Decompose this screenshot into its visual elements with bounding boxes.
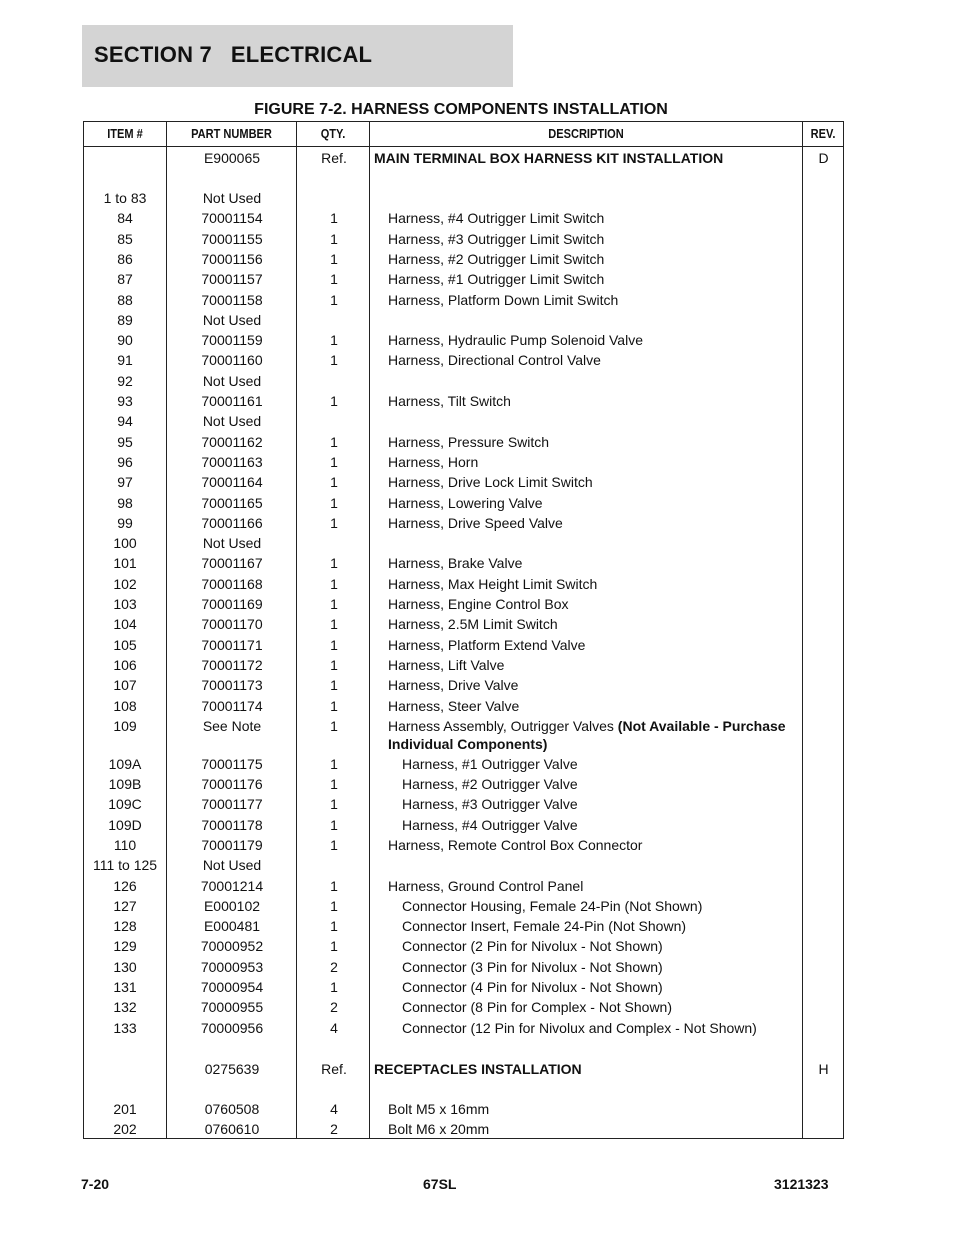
description: Harness Assembly, Outrigger Valves (Not Available - Purchase Individual Components) xyxy=(388,718,786,752)
quantity: 1 xyxy=(330,555,338,571)
quantity: 1 xyxy=(330,898,338,914)
part-number: 70000956 xyxy=(200,1020,264,1036)
part-number: 70001174 xyxy=(201,698,263,714)
quantity: 1 xyxy=(330,271,338,287)
part-number: 70000955 xyxy=(200,999,264,1015)
quantity: 1 xyxy=(330,495,338,511)
description: Harness, Drive Speed Valve xyxy=(388,515,563,531)
item-number: 128 xyxy=(113,918,137,934)
description: Harness, Tilt Switch xyxy=(388,393,511,409)
quantity: 1 xyxy=(330,918,338,934)
header-item: ITEM # xyxy=(107,126,143,141)
part-number: 70001178 xyxy=(201,817,263,833)
footer-page-number: 7-20 xyxy=(81,1176,110,1192)
item-number: 97 xyxy=(117,474,133,490)
part-number: Not Used xyxy=(202,373,262,389)
item-number: 133 xyxy=(113,1020,137,1036)
quantity: 1 xyxy=(330,210,338,226)
quantity: Ref. xyxy=(321,1061,347,1077)
item-number: 129 xyxy=(113,938,137,954)
quantity: 1 xyxy=(330,718,338,734)
quantity: 1 xyxy=(330,332,338,348)
footer-doc-number: 3121323 xyxy=(774,1176,829,1192)
part-number: 70001157 xyxy=(201,271,263,287)
description: Harness, Steer Valve xyxy=(388,698,520,714)
item-number: 99 xyxy=(117,515,133,531)
item-number: 109D xyxy=(108,817,142,833)
description: Harness, Directional Control Valve xyxy=(388,352,601,368)
item-number: 109 xyxy=(113,718,137,734)
part-number: 0760508 xyxy=(204,1101,260,1117)
description: Harness, Platform Extend Valve xyxy=(388,637,586,653)
description: Harness, Hydraulic Pump Solenoid Valve xyxy=(388,332,643,348)
description: Connector (2 Pin for Nivolux - Not Shown) xyxy=(402,938,663,954)
part-number: 70000952 xyxy=(200,938,264,954)
section-title: SECTION 7 ELECTRICAL xyxy=(94,42,373,67)
quantity: 1 xyxy=(330,616,338,632)
description: Harness, Drive Valve xyxy=(388,677,519,693)
quantity: 1 xyxy=(330,454,338,470)
quantity: 4 xyxy=(330,1101,338,1117)
description: Harness, Drive Lock Limit Switch xyxy=(388,474,593,490)
description: Harness, #1 Outrigger Valve xyxy=(402,756,578,772)
item-number: 126 xyxy=(113,878,137,894)
header-divider xyxy=(84,146,843,147)
item-number: 86 xyxy=(117,251,133,267)
header-qty: QTY. xyxy=(320,126,346,141)
part-number: 70001167 xyxy=(201,555,263,571)
part-number: 0760610 xyxy=(204,1121,260,1137)
quantity: 1 xyxy=(330,596,338,612)
part-number: 70001169 xyxy=(201,596,263,612)
description: Harness, Platform Down Limit Switch xyxy=(388,292,619,308)
part-number: 70001161 xyxy=(201,393,263,409)
item-number: 202 xyxy=(113,1121,137,1137)
part-number: 70001158 xyxy=(201,292,263,308)
item-number: 93 xyxy=(117,393,133,409)
description: Bolt M5 x 16mm xyxy=(388,1101,490,1117)
description: Harness, #2 Outrigger Limit Switch xyxy=(388,251,605,267)
description: Connector (4 Pin for Nivolux - Not Shown) xyxy=(402,979,663,995)
quantity: 1 xyxy=(330,393,338,409)
part-number: E000481 xyxy=(203,918,261,934)
part-number: 70001168 xyxy=(201,576,263,592)
item-number: 94 xyxy=(117,413,133,429)
item-number: 104 xyxy=(113,616,137,632)
part-number: 70001162 xyxy=(201,434,263,450)
part-number: 70001172 xyxy=(201,657,263,673)
description: Harness, #3 Outrigger Valve xyxy=(402,796,578,812)
footer-model: 67SL xyxy=(423,1176,457,1192)
item-number: 90 xyxy=(117,332,133,348)
item-number: 111 to 125 xyxy=(92,857,158,873)
part-number: 70000953 xyxy=(200,959,264,975)
item-number: 201 xyxy=(113,1101,137,1117)
part-number: 70001171 xyxy=(201,637,263,653)
item-number: 87 xyxy=(117,271,133,287)
description: RECEPTACLES INSTALLATION xyxy=(374,1061,582,1077)
description: Harness, Lift Valve xyxy=(388,657,505,673)
part-number: See Note xyxy=(202,718,262,734)
description: Harness, #4 Outrigger Valve xyxy=(402,817,578,833)
quantity: 1 xyxy=(330,352,338,368)
description: Harness, Horn xyxy=(388,454,479,470)
part-number: 70001173 xyxy=(201,677,263,693)
quantity: 1 xyxy=(330,837,338,853)
item-number: 132 xyxy=(113,999,137,1015)
description: Harness, Remote Control Box Connector xyxy=(388,837,643,853)
revision: D xyxy=(818,150,829,166)
quantity: 1 xyxy=(330,878,338,894)
figure-title: FIGURE 7-2. HARNESS COMPONENTS INSTALLATION xyxy=(254,101,668,118)
part-number: 70001165 xyxy=(201,495,263,511)
description-note: (Not Available - Purchase Individual Components) xyxy=(388,718,786,752)
parts-table xyxy=(83,121,844,1139)
item-number: 109C xyxy=(108,796,142,812)
description: Harness, #1 Outrigger Limit Switch xyxy=(388,271,605,287)
description: Connector (3 Pin for Nivolux - Not Shown) xyxy=(402,959,663,975)
part-number: 70001177 xyxy=(201,796,263,812)
quantity: 1 xyxy=(330,698,338,714)
item-number: 102 xyxy=(113,576,137,592)
item-number: 85 xyxy=(117,231,133,247)
quantity: 1 xyxy=(330,677,338,693)
part-number: Not Used xyxy=(202,312,262,328)
item-number: 106 xyxy=(113,657,137,673)
section-banner xyxy=(82,25,513,87)
part-number: 70001179 xyxy=(201,837,263,853)
part-number: 70001160 xyxy=(201,352,263,368)
description: Harness, Brake Valve xyxy=(388,555,523,571)
part-number: 70000954 xyxy=(200,979,264,995)
item-number: 91 xyxy=(117,352,133,368)
description: Harness, 2.5M Limit Switch xyxy=(388,616,558,632)
item-number: 107 xyxy=(113,677,137,693)
item-number: 88 xyxy=(117,292,133,308)
description: Harness, #2 Outrigger Valve xyxy=(402,776,578,792)
description: Harness, #4 Outrigger Limit Switch xyxy=(388,210,605,226)
quantity: 1 xyxy=(330,576,338,592)
item-number: 96 xyxy=(117,454,133,470)
part-number: 70001164 xyxy=(201,474,263,490)
description: Harness, Ground Control Panel xyxy=(388,878,584,894)
part-number: Not Used xyxy=(202,190,262,206)
quantity: 1 xyxy=(330,637,338,653)
quantity: 1 xyxy=(330,979,338,995)
description: Harness, Max Height Limit Switch xyxy=(388,576,598,592)
item-number: 108 xyxy=(113,698,137,714)
part-number: 70001175 xyxy=(201,756,263,772)
item-number: 92 xyxy=(117,373,133,389)
part-number: E900065 xyxy=(203,150,261,166)
description: Bolt M6 x 20mm xyxy=(388,1121,490,1137)
description: Harness, Pressure Switch xyxy=(388,434,550,450)
quantity: 1 xyxy=(330,796,338,812)
item-number: 130 xyxy=(113,959,137,975)
quantity: 1 xyxy=(330,251,338,267)
quantity: 1 xyxy=(330,817,338,833)
description: Connector (8 Pin for Complex - Not Shown) xyxy=(402,999,672,1015)
description: Connector (12 Pin for Nivolux and Complex - Not Shown) xyxy=(402,1020,757,1036)
part-number: 70001166 xyxy=(201,515,263,531)
header-rev: REV. xyxy=(810,126,836,141)
part-number: Not Used xyxy=(202,857,262,873)
quantity: 2 xyxy=(330,959,338,975)
quantity: 1 xyxy=(330,292,338,308)
quantity: 1 xyxy=(330,434,338,450)
item-number: 98 xyxy=(117,495,133,511)
part-number: 70001214 xyxy=(200,878,264,894)
description: MAIN TERMINAL BOX HARNESS KIT INSTALLATION xyxy=(374,150,724,166)
description: Harness, Lowering Valve xyxy=(388,495,543,511)
revision: H xyxy=(818,1061,829,1077)
part-number: Not Used xyxy=(202,535,262,551)
part-number: 70001154 xyxy=(201,210,263,226)
item-number: 127 xyxy=(113,898,137,914)
quantity: 4 xyxy=(330,1020,338,1036)
header-part-number: PART NUMBER xyxy=(191,126,272,141)
item-number: 1 to 83 xyxy=(103,190,147,206)
part-number: 0275639 xyxy=(204,1061,260,1077)
description: Harness, #3 Outrigger Limit Switch xyxy=(388,231,605,247)
quantity: 2 xyxy=(330,1121,338,1137)
part-number: Not Used xyxy=(202,413,262,429)
quantity: 1 xyxy=(330,776,338,792)
description: Harness, Engine Control Box xyxy=(388,596,569,612)
description: Connector Insert, Female 24-Pin (Not Shown) xyxy=(402,918,687,934)
header-description: DESCRIPTION xyxy=(548,126,624,141)
quantity: 1 xyxy=(330,756,338,772)
part-number: 70001176 xyxy=(201,776,263,792)
item-number: 103 xyxy=(113,596,137,612)
item-number: 101 xyxy=(113,555,137,571)
part-number: 70001156 xyxy=(201,251,263,267)
part-number: E000102 xyxy=(203,898,261,914)
item-number: 110 xyxy=(113,837,137,853)
item-number: 109A xyxy=(108,756,142,772)
item-number: 105 xyxy=(113,637,137,653)
part-number: 70001159 xyxy=(201,332,263,348)
item-number: 100 xyxy=(113,535,137,551)
quantity: 1 xyxy=(330,657,338,673)
item-number: 89 xyxy=(117,312,133,328)
item-number: 84 xyxy=(117,210,133,226)
item-number: 131 xyxy=(113,979,137,995)
part-number: 70001170 xyxy=(201,616,263,632)
quantity: 1 xyxy=(330,938,338,954)
item-number: 109B xyxy=(108,776,142,792)
quantity: 1 xyxy=(330,231,338,247)
quantity: 1 xyxy=(330,515,338,531)
description: Connector Housing, Female 24-Pin (Not Shown) xyxy=(402,898,703,914)
part-number: 70001163 xyxy=(201,454,263,470)
part-number: 70001155 xyxy=(201,231,263,247)
quantity: 1 xyxy=(330,474,338,490)
item-number: 95 xyxy=(117,434,133,450)
quantity: 2 xyxy=(330,999,338,1015)
quantity: Ref. xyxy=(321,150,347,166)
